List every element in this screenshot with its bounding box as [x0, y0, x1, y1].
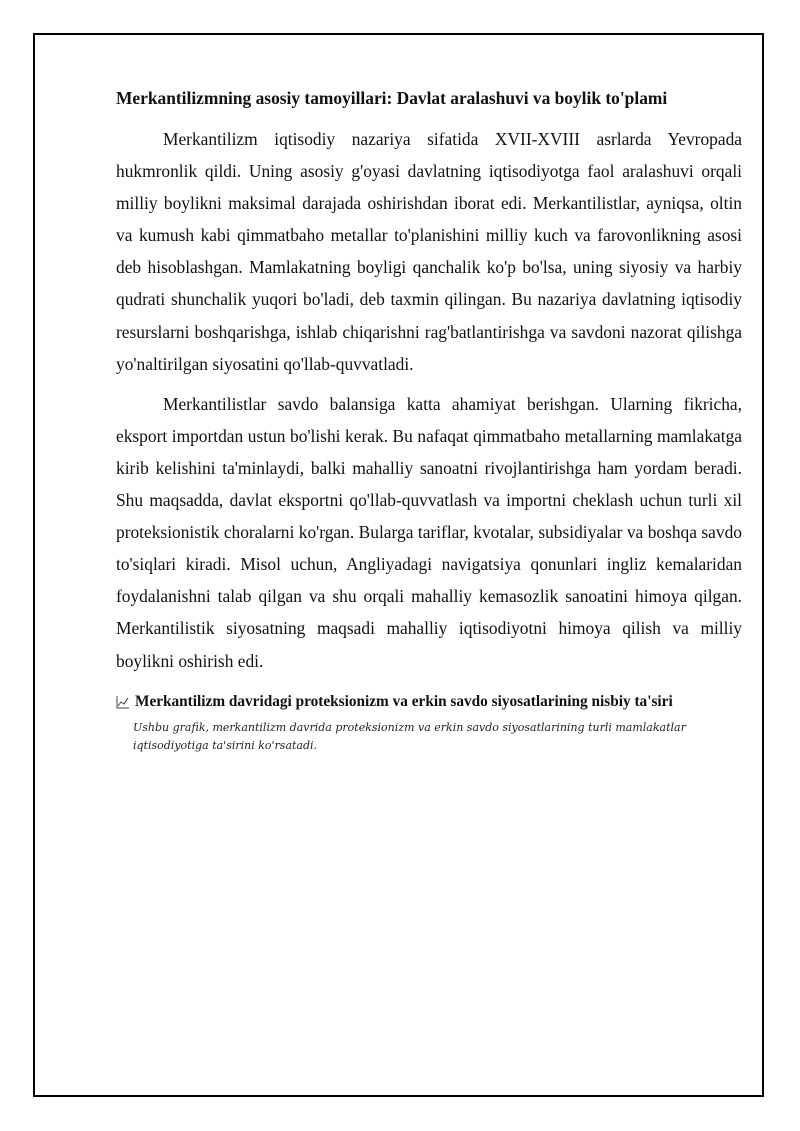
figure-block [116, 692, 742, 755]
document-body [116, 86, 742, 755]
chart-icon [116, 695, 130, 709]
paragraph-1: Merkantilizm iqtisodiy nazariya sifatida XVII-XVIII asrlarda Yevropada hukmronlik qildi. Uning asosiy g'oyasi davlatning iqtisodiyotga faol aralashuvi orqali milliy boylikni maksimal darajada oshirishdan iborat edi. Merkantilistlar, ayniqsa, oltin va kumush kabi qimmatbaho metallar to'planishini milliy kuch va farovonlikning asosi deb hisoblashgan. Mamlakatning boyligi qanchalik ko'p bo'lsa, uning siyosiy va harbiy qudrati shunchalik yuqori bo'ladi, deb taxmin qilingan. Bu nazariya davlatning iqtisodiy resurslarni boshqarishga, ishlab chiqarishni rag'batlantirishga va savdoni nazorat qilishga yo'naltirilgan siyosatini qo'llab-quvvatladi. [116, 129, 742, 374]
paragraph-2: Merkantilistlar savdo balansiga katta ahamiyat berishgan. Ularning fikricha, eksport importdan ustun bo'lishi kerak. Bu nafaqat qimmatbaho metallarning mamlakatga kirib kelishini ta'minlaydi, balki mahalliy sanoatni rivojlantirishga ham yordam beradi. Shu maqsadda, davlat eksportni qo'llab-quvvatlash va importni cheklash uchun turli xil proteksionistik choralarni ko'rgan. Bularga tariflar, kvotalar, subsidiyalar va boshqa savdo to'siqlari kiradi. Misol uchun, Angliyadagi navigatsiya qonunlari ingliz kemalaridan foydalanishni talab qilgan va shu orqali mahalliy kemasozlik sanoatini himoya qilgan. Merkantilistik siyosatning maqsadi mahalliy iqtisodiyotni himoya qilish va milliy boylikni oshirish edi. [116, 393, 742, 671]
figure-title: Merkantilizm davridagi proteksionizm va erkin savdo siyosatlarining nisbiy ta'siri [135, 692, 673, 710]
section-heading: Merkantilizmning asosiy tamoyillari: Davlat aralashuvi va boylik to'plami [116, 88, 668, 108]
figure-title-row [116, 692, 742, 712]
figure-caption: Ushbu grafik, merkantilizm davrida proteksionizm va erkin savdo siyosatlarining turli mamlakatlar iqtisodiyotiga ta'sirini ko'rsatadi. [133, 720, 686, 752]
